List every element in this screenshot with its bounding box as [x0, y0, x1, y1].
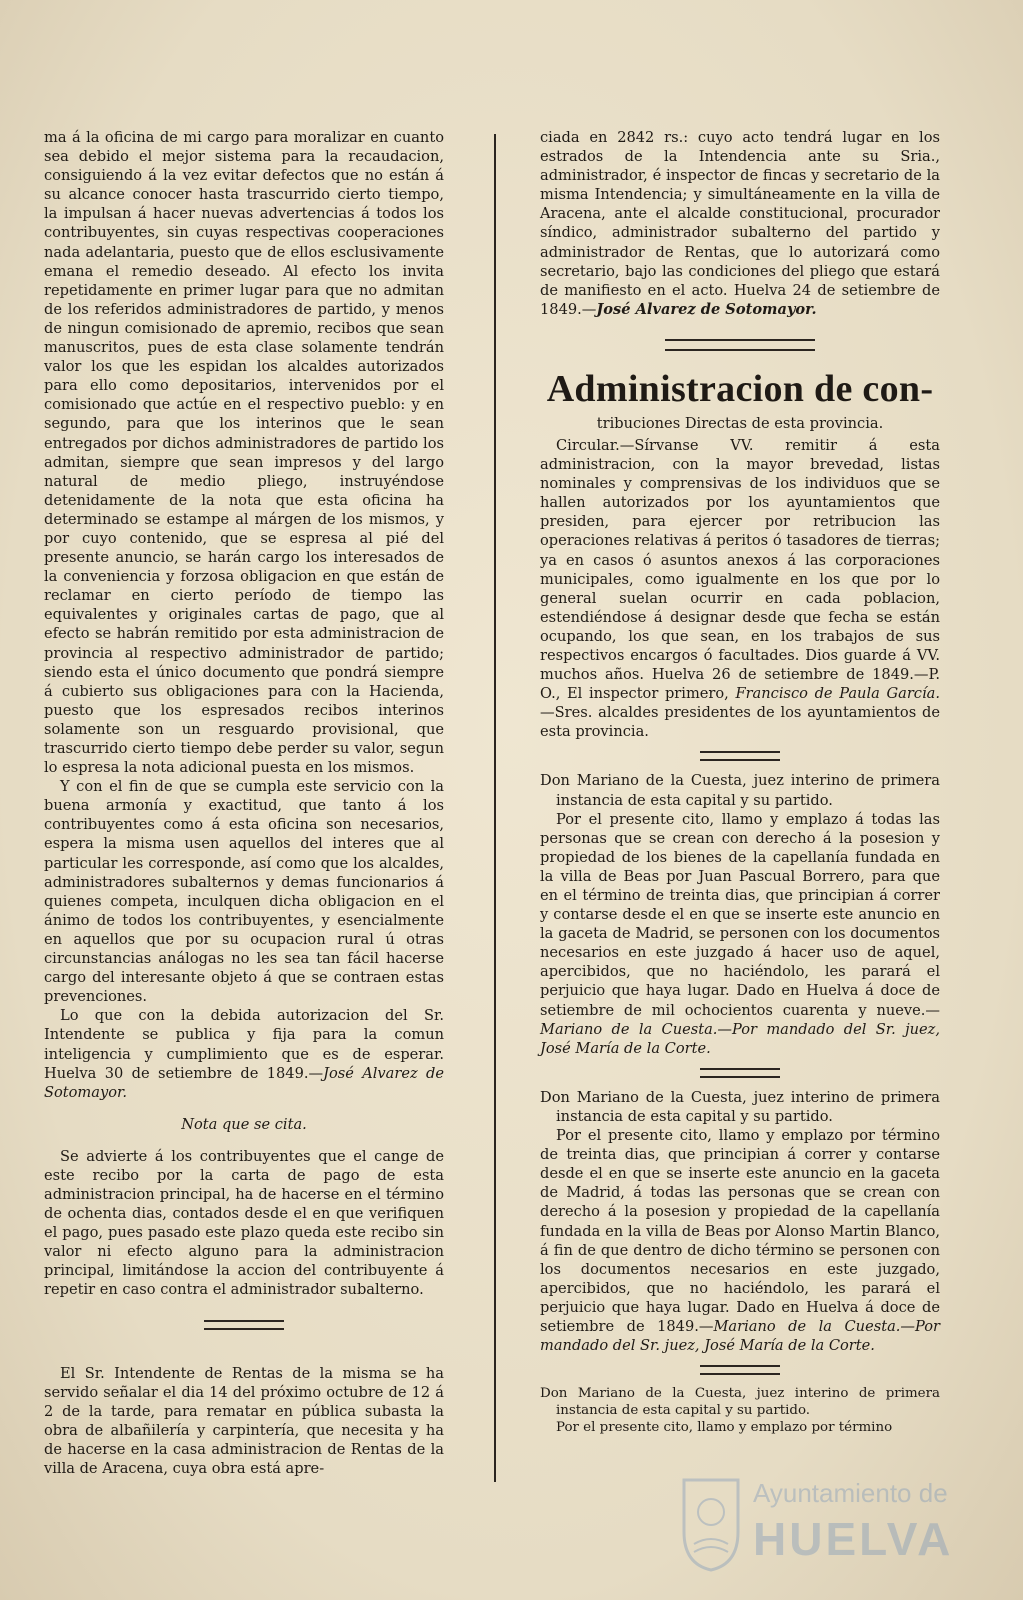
watermark-line-1: Ayuntamiento de: [753, 1478, 948, 1508]
edict-1-body: [540, 810, 940, 1058]
separator-rule: [700, 1365, 780, 1375]
circular-tail: —Sres. alcaldes presidentes de los ayuntamientos de esta provincia.: [540, 704, 940, 741]
separator-rule: [665, 339, 815, 351]
section-headline: Administracion de con-: [546, 367, 934, 410]
left-paragraph-3-text: Lo que con la debida autorizacion del Sr. Intendente se publica y fija para la comun inteligencia y cumplimiento que es de esperar. Huelva 30 de setiembre de 1849.—: [44, 1007, 444, 1082]
note-title: Nota que se cita.: [181, 1115, 307, 1133]
note-text: Se advierte á los contribuyentes que el cange de este recibo por la carta de pago de esta administracion principal, ha de hacerse en el término de ochenta dias, contados desde el en que verifiquen el pago, pues pasado este plazo queda este recibo sin valor ni efecto alguno para la administracion principal, limitándose la accion del contribuyente á repetir en caso contra el administrador subalterno.: [44, 1147, 444, 1299]
column-divider: [494, 134, 496, 1482]
section-subhead: tribuciones Directas de esta provincia.: [596, 414, 884, 432]
edict-2-signature: Mariano de la Cuesta.—Por mandado del Sr. juez, José María de la Corte.: [540, 1317, 940, 1355]
left-column: [44, 128, 444, 1478]
circular-signature: Francisco de Paula García.: [735, 685, 940, 703]
edict-1-text: Por el presente cito, llamo y emplazo á todas las personas que se crean con derecho á la posesion y propiedad de los bienes de la capellanía fundada en la villa de Beas por Juan Pascual Borrero, para que en el término de treinta dias, que principian á correr y contarse desde el en que se inserte este anuncio en la gaceta de Madrid, se personen con los documentos necesarios en este juzgado á hacer uso de aquel, apercibidos, que no haciéndolo, les parará el perjuicio que haya lugar. Dado en Huelva á doce de setiembre de mil ochocientos cuarenta y nueve.—: [540, 810, 940, 1019]
separator-rule: [204, 1320, 284, 1330]
edict-2-heading: Don Mariano de la Cuesta, juez interino de primera instancia de esta capital y su partido.: [540, 1088, 940, 1125]
edict-1-signature: Mariano de la Cuesta.—Por mandado del Sr. juez, José María de la Corte.: [540, 1020, 940, 1057]
separator-rule: [700, 751, 780, 761]
right-paragraph-1-text: ciada en 2842 rs.: cuyo acto tendrá lugar en los estrados de la Intendencia ante su Sria., administrador, é inspector de fincas y secretario de la misma Intendencia; y simultáneamente en la villa de Aracena, ante el alcalde constitucional, procurador síndico, administrador subalterno del partido y administrador de Rentas, que lo autorizará como secretario, bajo las condiciones del pliego que estará de manifiesto en el acto. Huelva 24 de setiembre de 1849.—: [540, 129, 940, 318]
edict-3-body: Por el presente cito, llamo y emplazo por término: [556, 1420, 893, 1436]
left-paragraph-4: El Sr. Intendente de Rentas de la misma se ha servido señalar el dia 14 del próximo octubre de 12 á 2 de la tarde, para rematar en pública subasta la obra de albañilería y carpintería, que necesita y ha de hacerse en la casa administracion de Rentas de la villa de Aracena, cuya obra está apre-: [44, 1364, 444, 1477]
city-seal-icon: [678, 1472, 744, 1572]
circular-text: [540, 436, 940, 742]
right-column: [540, 128, 940, 1436]
left-paragraph-3: [44, 1006, 444, 1101]
left-paragraph-2: Y con el fin de que se cumpla este servicio con la buena armonía y exactitud, que tanto á los contribuyentes como á esta oficina son necesarios, espera la misma usen aquellos del interes que al particular les corresponde, así como que los alcaldes, administradores subalternos y demas funcionarios á quienes competa, inculquen dicha obligacion en el ánimo de todos los contribuyentes, y esencialmente en aquellos que por su ocupacion rural ú otras circunstancias análogas no les sea tan fácil hacerse cargo del interesante objeto á que se contraen estas prevenciones.: [44, 778, 444, 1006]
edict-3-heading: Don Mariano de la Cuesta, juez interino de primera instancia de esta capital y su partido.: [540, 1386, 940, 1419]
edict-2-text: Por el presente cito, llamo y emplazo por término de treinta dias, que principian á correr y contarse desde el en que se inserte este anuncio en la gaceta de Madrid, á todas las personas que se crean con derecho á la posesion y propiedad de la capellanía fundada en la villa de Beas por Alonso Martin Blanco, á fin de que dentro de dicho término se personen con los documentos necesarios en este juzgado, apercibidos, que no haciéndolo, les parará el perjuicio que haya lugar. Dado en Huelva á doce de setiembre de 1849.—: [540, 1127, 940, 1335]
left-signature: José Alvarez de Sotomayor.: [44, 1064, 444, 1101]
separator-rule: [700, 1068, 780, 1078]
watermark-line-2: HUELVA: [753, 1513, 954, 1565]
edict-2-body: [540, 1126, 940, 1355]
archive-watermark: [678, 1472, 1008, 1582]
right-signature: José Alvarez de Sotomayor.: [596, 300, 817, 318]
edict-1-heading: Don Mariano de la Cuesta, juez interino de primera instancia de esta capital y su partido.: [540, 772, 940, 809]
right-paragraph-1: [540, 128, 940, 319]
circular-body: Circular.—Sírvanse VV. remitir á esta administracion, con la mayor brevedad, listas nominales y comprensivas de los individuos que se hallen autorizados por los ayuntamientos que presiden, para ejercer por retribucion las operaciones relativas á peritos ó tasadores de tierras; ya en casos ó asuntos anexos á las corporaciones municipales, como igualmente en los que por lo general suelan ocurrir en cada poblacion, estendiéndose á designar desde que fecha se están ocupando, los que sean, en los trabajos de sus respectivos encargos ó facultades. Dios guarde á VV. muchos años. Huelva 26 de setiembre de 1849.—P. O., El inspector primero,: [540, 436, 940, 703]
left-paragraph-1: ma á la oficina de mi cargo para moralizar en cuanto sea debido el mejor sistema para la recaudacion, consiguiendo á la vez evitar defectos que no están á su alcance conocer hasta trascurrido cierto tiempo, la impulsan á hacer nuevas advertencias á todos los contribuyentes, sin cuyas respectivas cooperaciones nada adelantaria, puesto que de ellos esclusivamente emana el remedio deseado. Al efecto los invita repetidamente en primer lugar para que no admitan de los referidos administradores de partido, y menos de ningun comisionado de apremio, recibos que sean manuscritos, pues de esta clase solamente tendrán valor los que les espidan los alcaldes autorizados para ello como depositarios, intervenidos por el comisionado que actúe en el respectivo pueblo: y en segundo, para que los interinos que le sean entregados por dichos administradores de partido los admitan, siempre que sean impresos y del largo natural de medio pliego, instruyéndose detenidamente de la nota que esta oficina ha determinado se estampe al márgen de los mismos, y por cuyo contenido, que se espresa al pié del presente anuncio, se harán cargo los interesados de la conveniencia y forzosa obligacion en que están de reclamar en cierto período de tiempo las equivalentes y originales cartas de pago, que al efecto se habrán remitido por esta administracion de provincia al respectivo administrador de partido; siendo esta el único documento que pondrá siempre á cubierto sus obligaciones para con la Hacienda, puesto que los espresados recibos interinos solamente son un resguardo provisional, que trascurrido cierto tiempo debe perder su valor, segun lo espresa la nota adicional puesta en los mismos.: [44, 129, 444, 777]
